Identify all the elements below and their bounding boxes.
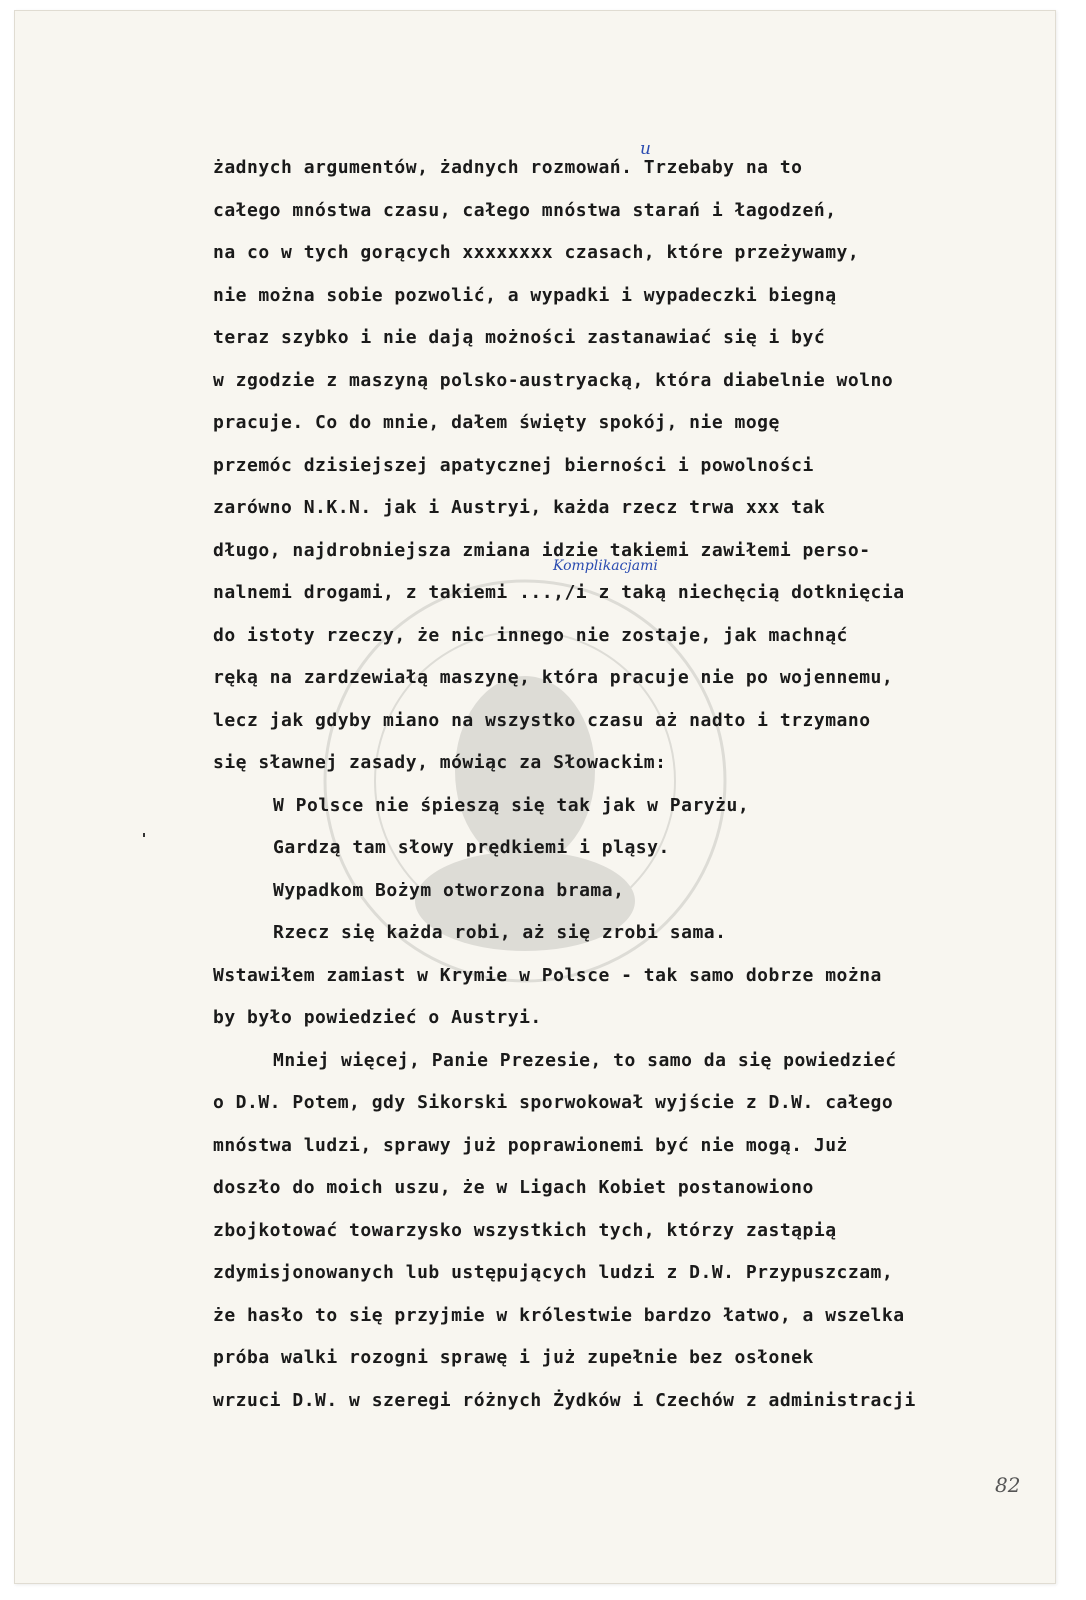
handwritten-correction-u: u [640, 139, 651, 159]
text-line: w zgodzie z maszyną polsko-austryacką, która diabelnie wolno [213, 369, 894, 391]
margin-mark [143, 833, 145, 837]
text-line: długo, najdrobniejsza zmiana idzie takiemi zawiłemi perso- [213, 539, 871, 561]
text-line: lecz jak gdyby miano na wszystko czasu aż nadto i trzymano [213, 709, 871, 731]
text-line: się sławnej zasady, mówiąc za Słowackim: [213, 752, 667, 773]
text-line: żadnych argumentów, żadnych rozmowań. Trzebaby na to [213, 157, 803, 178]
text-line: że hasło to się przyjmie w królestwie bardzo łatwo, a wszelka [213, 1304, 905, 1326]
text-line: mnóstwa ludzi, sprawy już poprawionemi być nie mogą. Już [213, 1134, 848, 1156]
text-line: by było powiedzieć o Austryi. [213, 1007, 542, 1028]
text-line: doszło do moich uszu, że w Ligach Kobiet postanowiono [213, 1177, 814, 1198]
verse-line: Rzecz się każda robi, aż się zrobi sama. [273, 922, 727, 943]
text-line: na co w tych gorących xxxxxxxx czasach, które przeżywamy, [213, 242, 860, 263]
verse-line: Wypadkom Bożym otworzona brama, [273, 879, 625, 901]
text-line: całego mnóstwa czasu, całego mnóstwa starań i łagodzeń, [213, 199, 837, 221]
verse-line: Gardzą tam słowy prędkiemi i pląsy. [273, 837, 670, 858]
text-line: nalnemi drogami, z takiemi ...,/i z taką niechęcią dotknięcia [213, 582, 905, 603]
text-line: przemóc dzisiejszej apatycznej bierności i powolności [213, 454, 814, 476]
text-line: Wstawiłem zamiast w Krymie w Polsce - tak samo dobrze można [213, 964, 882, 986]
handwritten-correction-komplikacjami: Komplikacjami [553, 558, 658, 574]
paragraph-1 [213, 147, 1033, 785]
text-line: ręką na zardzewiałą maszynę, która pracuje nie po wojennemu, [213, 667, 894, 688]
text-line: zarówno N.K.N. jak i Austryi, każda rzecz trwa xxx tak [213, 497, 826, 518]
quoted-verse [213, 785, 1033, 955]
text-line: nie można sobie pozwolić, a wypadki i wypadeczki biegną [213, 284, 837, 306]
page-number: 82 [995, 1473, 1021, 1497]
text-line: zdymisjonowanych lub ustępujących ludzi z D.W. Przypuszczam, [213, 1262, 894, 1283]
verse-line: W Polsce nie śpieszą się tak jak w Paryżu, [273, 794, 750, 816]
text-line: pracuje. Co do mnie, dałem święty spokój, nie mogę [213, 412, 780, 433]
typed-text-body [213, 147, 1033, 1422]
text-line: wrzuci D.W. w szeregi różnych Żydków i Czechów z administracji [213, 1389, 916, 1411]
text-line: Mniej więcej, Panie Prezesie, to samo da się powiedzieć [273, 1049, 897, 1071]
text-line: próba walki rozogni sprawę i już zupełnie bez osłonek [213, 1347, 814, 1368]
after-verse [213, 955, 1033, 1040]
text-line: do istoty rzeczy, że nic innego nie zostaje, jak machnąć [213, 624, 848, 646]
text-line: teraz szybko i nie dają możności zastanawiać się i być [213, 327, 826, 348]
text-line: zbojkotować towarzysko wszystkich tych, którzy zastąpią [213, 1219, 837, 1241]
paragraph-2 [213, 1040, 1033, 1423]
document-page [14, 10, 1056, 1584]
text-line: o D.W. Potem, gdy Sikorski sporwokował wyjście z D.W. całego [213, 1092, 894, 1113]
